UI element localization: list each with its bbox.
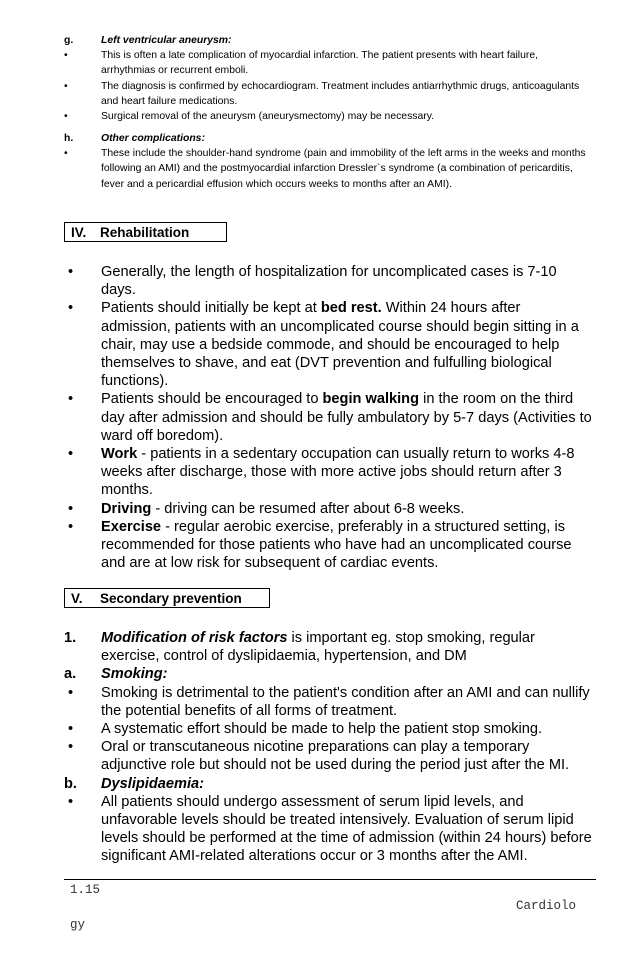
item-emphasis: begin walking <box>322 391 420 408</box>
footer-divider <box>64 879 596 880</box>
item-a-marker: a. <box>64 666 77 683</box>
bullet-icon: • <box>64 111 68 123</box>
item-b-heading: Dyslipidaemia: <box>101 775 205 792</box>
section-h-marker: h. <box>64 133 74 144</box>
bullet-icon: • <box>68 446 74 463</box>
item-a-heading: Smoking: <box>101 666 168 683</box>
bullet-icon: • <box>68 264 74 280</box>
list-item <box>64 500 594 518</box>
section-h-heading: Other complications: <box>101 133 205 144</box>
bullet-icon: • <box>68 721 74 738</box>
item-text: Within 24 hours after admission, patients with an uncomplicated course should begin sitting in a chair, may use a bedside commode, and should be encouraged to help themselves to shave, and eat (DVT prevention and fulfulling biological functions). <box>101 300 579 390</box>
section-g-marker: g. <box>64 35 74 46</box>
list-item <box>64 518 594 573</box>
item-1-marker: 1. <box>64 630 77 646</box>
item-text: - regular aerobic exercise, preferably in a structured setting, is recommended for those patients who have had an uncomplicated course and are at low risk for subsequent of cardiac events. <box>101 518 572 572</box>
secondary-prevention-list <box>64 629 594 866</box>
item-emphasis: Driving <box>101 500 152 517</box>
list-item <box>64 738 594 774</box>
rehabilitation-list <box>64 263 594 572</box>
item-text: is important eg. stop smoking, regular exercise, control of dyslipidaemia, hypertension, and DM <box>101 630 535 665</box>
list-item <box>64 263 594 299</box>
item-text: All patients should undergo assessment of serum lipid levels, and unfavorable levels should be treated intensively. Evaluation of serum lipid levels should be performed at the time of admission (within 24 hours) before significant AMI-related alterations occur or 3 months after the AMI. <box>101 793 592 865</box>
item-text: Generally, the length of hospitalization for uncomplicated cases is 7-10 days. <box>101 264 557 299</box>
bullet-icon: • <box>68 793 74 810</box>
bullet-icon: • <box>64 80 68 92</box>
list-item <box>64 720 594 738</box>
list-item <box>64 390 594 445</box>
item-text: - driving can be resumed after about 6-8 weeks. <box>151 500 465 517</box>
section-h-bullet-1: These include the shoulder-hand syndrome (pain and immobility of the left arms in the weeks and months following an AMI) and the postmyocardial infarction Dressler`s syndrome (a combination of pericarditis, fever and a pericardial effusion which occurs weeks to months after an AMI). <box>101 148 586 190</box>
item-b-marker: b. <box>64 775 77 792</box>
list-item <box>64 445 594 500</box>
section-g <box>64 33 594 124</box>
bullet-icon: • <box>64 50 68 62</box>
bullet-icon: • <box>68 300 74 317</box>
list-item <box>64 793 594 866</box>
footer-page-number: 1.15 <box>70 883 101 897</box>
item-emphasis: Exercise <box>101 518 162 535</box>
list-item <box>64 299 594 390</box>
footer-subject-part2: gy <box>70 918 86 932</box>
section-iv-heading <box>64 222 227 242</box>
section-iv-title: Rehabilitation <box>100 225 190 240</box>
item-emphasis: bed rest. <box>320 300 382 317</box>
bullet-icon: • <box>68 684 74 701</box>
item-text: Smoking is detrimental to the patient's condition after an AMI and can nullify the potential benefits of all forms of treatment. <box>101 684 590 719</box>
section-g-heading: Left ventricular aneurysm: <box>101 35 232 46</box>
section-g-bullet-2: The diagnosis is confirmed by echocardiogram. Treatment includes antiarrhythmic drugs, anticoagulants and heart failure medications. <box>101 80 580 107</box>
section-v-title: Secondary prevention <box>100 591 242 606</box>
section-iv-number: IV. <box>71 225 87 240</box>
list-item <box>64 629 594 665</box>
item-emphasis: Modification of risk factors <box>101 630 288 646</box>
list-item <box>64 684 594 720</box>
section-g-bullet-3: Surgical removal of the aneurysm (aneurysmectomy) may be necessary. <box>101 111 435 123</box>
item-text: A systematic effort should be made to help the patient stop smoking. <box>101 721 543 738</box>
section-v-number: V. <box>71 591 83 606</box>
section-g-bullet-1: This is often a late complication of myocardial infarction. The patient presents with heart failure, arrhythmias or recurrent emboli. <box>101 50 539 77</box>
item-text: Oral or transcutaneous nicotine preparations can play a temporary adjunctive role but should not be used during the period just after the MI. <box>101 739 570 774</box>
list-item <box>64 775 594 793</box>
bullet-icon: • <box>68 500 74 517</box>
section-h <box>64 131 594 192</box>
bullet-icon: • <box>64 148 68 160</box>
item-emphasis: Work <box>101 446 138 463</box>
section-v-heading <box>64 588 270 608</box>
bullet-icon: • <box>68 518 74 535</box>
list-item <box>64 665 594 683</box>
bullet-icon: • <box>68 391 74 408</box>
bullet-icon: • <box>68 739 74 756</box>
item-text: Patients should be encouraged to <box>101 391 323 408</box>
item-text: Patients should initially be kept at <box>101 300 321 317</box>
footer-subject-part1: Cardiolo <box>516 899 577 913</box>
item-text: in the room on the third day after admission and should be fully ambulatory by 5-7 days (Activities to ward off boredom). <box>101 391 592 444</box>
item-text: - patients in a sedentary occupation can usually return to works 4-8 weeks after discharge, those with more active jobs should return after 3 months. <box>101 446 575 499</box>
